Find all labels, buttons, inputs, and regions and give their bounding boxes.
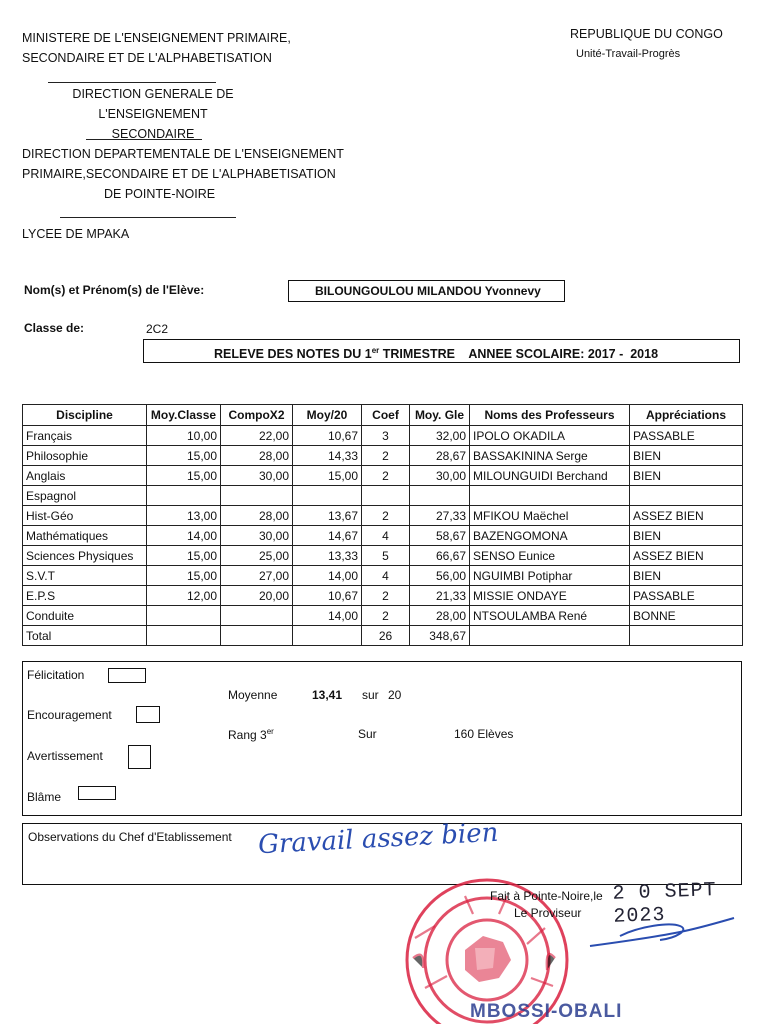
table-cell bbox=[221, 626, 293, 646]
table-cell: 25,00 bbox=[221, 546, 293, 566]
student-name-box bbox=[288, 280, 565, 302]
table-cell: BIEN bbox=[630, 446, 743, 466]
table-cell: Espagnol bbox=[23, 486, 147, 506]
table-cell: Sciences Physiques bbox=[23, 546, 147, 566]
moyenne-value: 13,41 bbox=[312, 688, 343, 702]
table-cell: S.V.T bbox=[23, 566, 147, 586]
table-cell: 27,00 bbox=[221, 566, 293, 586]
col-header: Moy/20 bbox=[293, 405, 362, 426]
table-cell: 15,00 bbox=[147, 566, 221, 586]
rang-sur-label: Sur bbox=[358, 727, 377, 741]
table-cell: BONNE bbox=[630, 606, 743, 626]
moyenne-sur-label: sur bbox=[362, 688, 379, 702]
table-cell: 58,67 bbox=[410, 526, 470, 546]
table-row bbox=[23, 426, 743, 446]
table-cell: 15,00 bbox=[147, 546, 221, 566]
table-cell: 10,67 bbox=[293, 426, 362, 446]
table-cell: BIEN bbox=[630, 566, 743, 586]
table-cell: IPOLO OKADILA bbox=[470, 426, 630, 446]
table-cell: 20,00 bbox=[221, 586, 293, 606]
table-cell: 30,00 bbox=[221, 526, 293, 546]
felicitation-label: Félicitation bbox=[27, 668, 85, 682]
table-cell bbox=[293, 626, 362, 646]
direction-dep-line-2: PRIMAIRE,SECONDAIRE ET DE L'ALPHABETISATION bbox=[22, 167, 336, 181]
direction-generale-line-1: DIRECTION GENERALE DE L'ENSEIGNEMENT bbox=[72, 87, 234, 121]
table-cell: 28,00 bbox=[221, 446, 293, 466]
table-cell: 32,00 bbox=[410, 426, 470, 446]
table-cell bbox=[362, 486, 410, 506]
table-cell: 3 bbox=[362, 426, 410, 446]
moyenne-sur-value: 20 bbox=[388, 688, 402, 702]
table-cell: Conduite bbox=[23, 606, 147, 626]
grades-table bbox=[22, 404, 743, 646]
proviseur-name-stamp: MBOSSI-OBALI bbox=[470, 1001, 623, 1022]
table-cell: 13,00 bbox=[147, 506, 221, 526]
table-row bbox=[23, 606, 743, 626]
table-cell: 13,33 bbox=[293, 546, 362, 566]
table-cell: E.P.S bbox=[23, 586, 147, 606]
col-header: Noms des Professeurs bbox=[470, 405, 630, 426]
table-row bbox=[23, 466, 743, 486]
ministry-header bbox=[22, 28, 291, 68]
table-cell: 2 bbox=[362, 466, 410, 486]
report-title-main: RELEVE DES NOTES DU 1 bbox=[214, 347, 372, 362]
table-cell: MFIKOU Maëchel bbox=[470, 506, 630, 526]
table-cell: 14,00 bbox=[147, 526, 221, 546]
table-cell: 348,67 bbox=[410, 626, 470, 646]
table-cell: 21,33 bbox=[410, 586, 470, 606]
report-title-rest: TRIMESTRE ANNEE SCOLAIRE: 2017 - 2018 bbox=[379, 347, 659, 362]
table-cell: SENSO Eunice bbox=[470, 546, 630, 566]
table-cell: 30,00 bbox=[221, 466, 293, 486]
table-cell bbox=[147, 626, 221, 646]
col-header: CompoX2 bbox=[221, 405, 293, 426]
table-row bbox=[23, 526, 743, 546]
republic-title: REPUBLIQUE DU CONGO bbox=[570, 27, 723, 41]
table-row bbox=[23, 546, 743, 566]
class-label: Classe de: bbox=[24, 321, 85, 335]
table-cell: 30,00 bbox=[410, 466, 470, 486]
header-divider bbox=[48, 82, 216, 83]
handwritten-observation: Gravail assez bien bbox=[257, 817, 500, 861]
table-cell: 28,00 bbox=[221, 506, 293, 526]
table-cell bbox=[630, 486, 743, 506]
results-box bbox=[22, 661, 742, 816]
table-row bbox=[23, 446, 743, 466]
table-cell: Mathématiques bbox=[23, 526, 147, 546]
table-cell: 10,00 bbox=[147, 426, 221, 446]
ministry-line-2: SECONDAIRE ET DE L'ALPHABETISATION bbox=[22, 51, 272, 65]
table-cell: 2 bbox=[362, 606, 410, 626]
table-cell: 2 bbox=[362, 446, 410, 466]
table-cell: 15,00 bbox=[147, 446, 221, 466]
table-cell: NTSOULAMBA René bbox=[470, 606, 630, 626]
table-cell: ASSEZ BIEN bbox=[630, 546, 743, 566]
direction-dep-line-3: DE POINTE-NOIRE bbox=[104, 187, 216, 201]
table-cell: 22,00 bbox=[221, 426, 293, 446]
table-cell: BIEN bbox=[630, 526, 743, 546]
table-cell: 4 bbox=[362, 526, 410, 546]
table-cell: 28,00 bbox=[410, 606, 470, 626]
table-row bbox=[23, 506, 743, 526]
moyenne-label: Moyenne bbox=[228, 688, 278, 702]
table-cell: PASSABLE bbox=[630, 426, 743, 446]
table-cell: 2 bbox=[362, 506, 410, 526]
rang-text: Rang 3 bbox=[228, 728, 267, 742]
school-name: LYCEE DE MPAKA bbox=[22, 227, 130, 241]
encouragement-label: Encouragement bbox=[27, 708, 112, 722]
table-cell bbox=[293, 486, 362, 506]
class-value: 2C2 bbox=[146, 322, 169, 336]
table-cell bbox=[221, 486, 293, 506]
table-cell: Total bbox=[23, 626, 147, 646]
table-cell: 26 bbox=[362, 626, 410, 646]
direction-dep-line-1: DIRECTION DEPARTEMENTALE DE L'ENSEIGNEMENT bbox=[22, 147, 344, 161]
table-cell bbox=[470, 486, 630, 506]
table-cell: Français bbox=[23, 426, 147, 446]
table-cell: 4 bbox=[362, 566, 410, 586]
table-cell bbox=[410, 486, 470, 506]
student-name-label: Nom(s) et Prénom(s) de l'Elève: bbox=[24, 283, 205, 297]
table-cell bbox=[221, 606, 293, 626]
report-title bbox=[143, 339, 740, 363]
table-cell: ASSEZ BIEN bbox=[630, 506, 743, 526]
table-cell: 14,33 bbox=[293, 446, 362, 466]
table-cell: 12,00 bbox=[147, 586, 221, 606]
fait-a-label: Fait à Pointe-Noire,le bbox=[490, 889, 603, 903]
table-header-row bbox=[23, 405, 743, 426]
table-cell: Hist-Géo bbox=[23, 506, 147, 526]
table-cell: 14,67 bbox=[293, 526, 362, 546]
table-cell: BAZENGOMONA bbox=[470, 526, 630, 546]
blame-checkbox[interactable] bbox=[78, 786, 116, 800]
table-row bbox=[23, 566, 743, 586]
table-row bbox=[23, 486, 743, 506]
blame-label: Blâme bbox=[27, 790, 62, 804]
table-row bbox=[23, 626, 743, 646]
republic-motto: Unité-Travail-Progrès bbox=[576, 48, 681, 60]
proviseur-label: Le Proviseur bbox=[514, 906, 582, 920]
col-header: Discipline bbox=[23, 405, 147, 426]
eleves-count: 160 Elèves bbox=[454, 727, 514, 741]
direction-departementale bbox=[22, 144, 344, 204]
table-cell: 56,00 bbox=[410, 566, 470, 586]
table-cell: BASSAKININA Serge bbox=[470, 446, 630, 466]
date-stamp: 2 0 SEPT 2023 bbox=[612, 879, 717, 929]
table-cell: MILOUNGUIDI Berchand bbox=[470, 466, 630, 486]
table-cell: 15,00 bbox=[293, 466, 362, 486]
table-cell: MISSIE ONDAYE bbox=[470, 586, 630, 606]
table-cell: 28,67 bbox=[410, 446, 470, 466]
report-title-sup: er bbox=[371, 346, 380, 355]
table-cell: 5 bbox=[362, 546, 410, 566]
header-divider bbox=[86, 139, 202, 140]
col-header: Moy.Classe bbox=[147, 405, 221, 426]
rang-sup: er bbox=[266, 727, 274, 736]
rang-label bbox=[228, 727, 274, 742]
avertissement-checkbox[interactable] bbox=[128, 745, 151, 769]
ministry-line-1: MINISTERE DE L'ENSEIGNEMENT PRIMAIRE, bbox=[22, 31, 291, 45]
table-cell: PASSABLE bbox=[630, 586, 743, 606]
table-cell bbox=[630, 626, 743, 646]
table-cell: 14,00 bbox=[293, 606, 362, 626]
table-cell bbox=[470, 626, 630, 646]
table-cell: 27,33 bbox=[410, 506, 470, 526]
table-cell: NGUIMBI Potiphar bbox=[470, 566, 630, 586]
table-cell: Anglais bbox=[23, 466, 147, 486]
table-cell: 14,00 bbox=[293, 566, 362, 586]
header-divider bbox=[60, 217, 236, 218]
table-cell: 15,00 bbox=[147, 466, 221, 486]
table-cell: 2 bbox=[362, 586, 410, 606]
direction-generale-line-2: SECONDAIRE bbox=[111, 127, 195, 141]
col-header: Moy. Gle bbox=[410, 405, 470, 426]
table-cell: 13,67 bbox=[293, 506, 362, 526]
avertissement-label: Avertissement bbox=[27, 749, 103, 763]
table-cell: 10,67 bbox=[293, 586, 362, 606]
observations-label: Observations du Chef d'Etablissement bbox=[28, 830, 232, 844]
table-cell bbox=[147, 486, 221, 506]
direction-generale bbox=[22, 84, 284, 144]
signature-icon bbox=[580, 912, 740, 952]
table-cell bbox=[147, 606, 221, 626]
felicitation-checkbox[interactable] bbox=[108, 668, 146, 683]
encouragement-checkbox[interactable] bbox=[136, 706, 160, 723]
col-header: Appréciations bbox=[630, 405, 743, 426]
col-header: Coef bbox=[362, 405, 410, 426]
student-name: BILOUNGOULOU MILANDOU Yvonnevy bbox=[315, 284, 541, 298]
table-row bbox=[23, 586, 743, 606]
table-cell: BIEN bbox=[630, 466, 743, 486]
table-cell: 66,67 bbox=[410, 546, 470, 566]
table-cell: Philosophie bbox=[23, 446, 147, 466]
